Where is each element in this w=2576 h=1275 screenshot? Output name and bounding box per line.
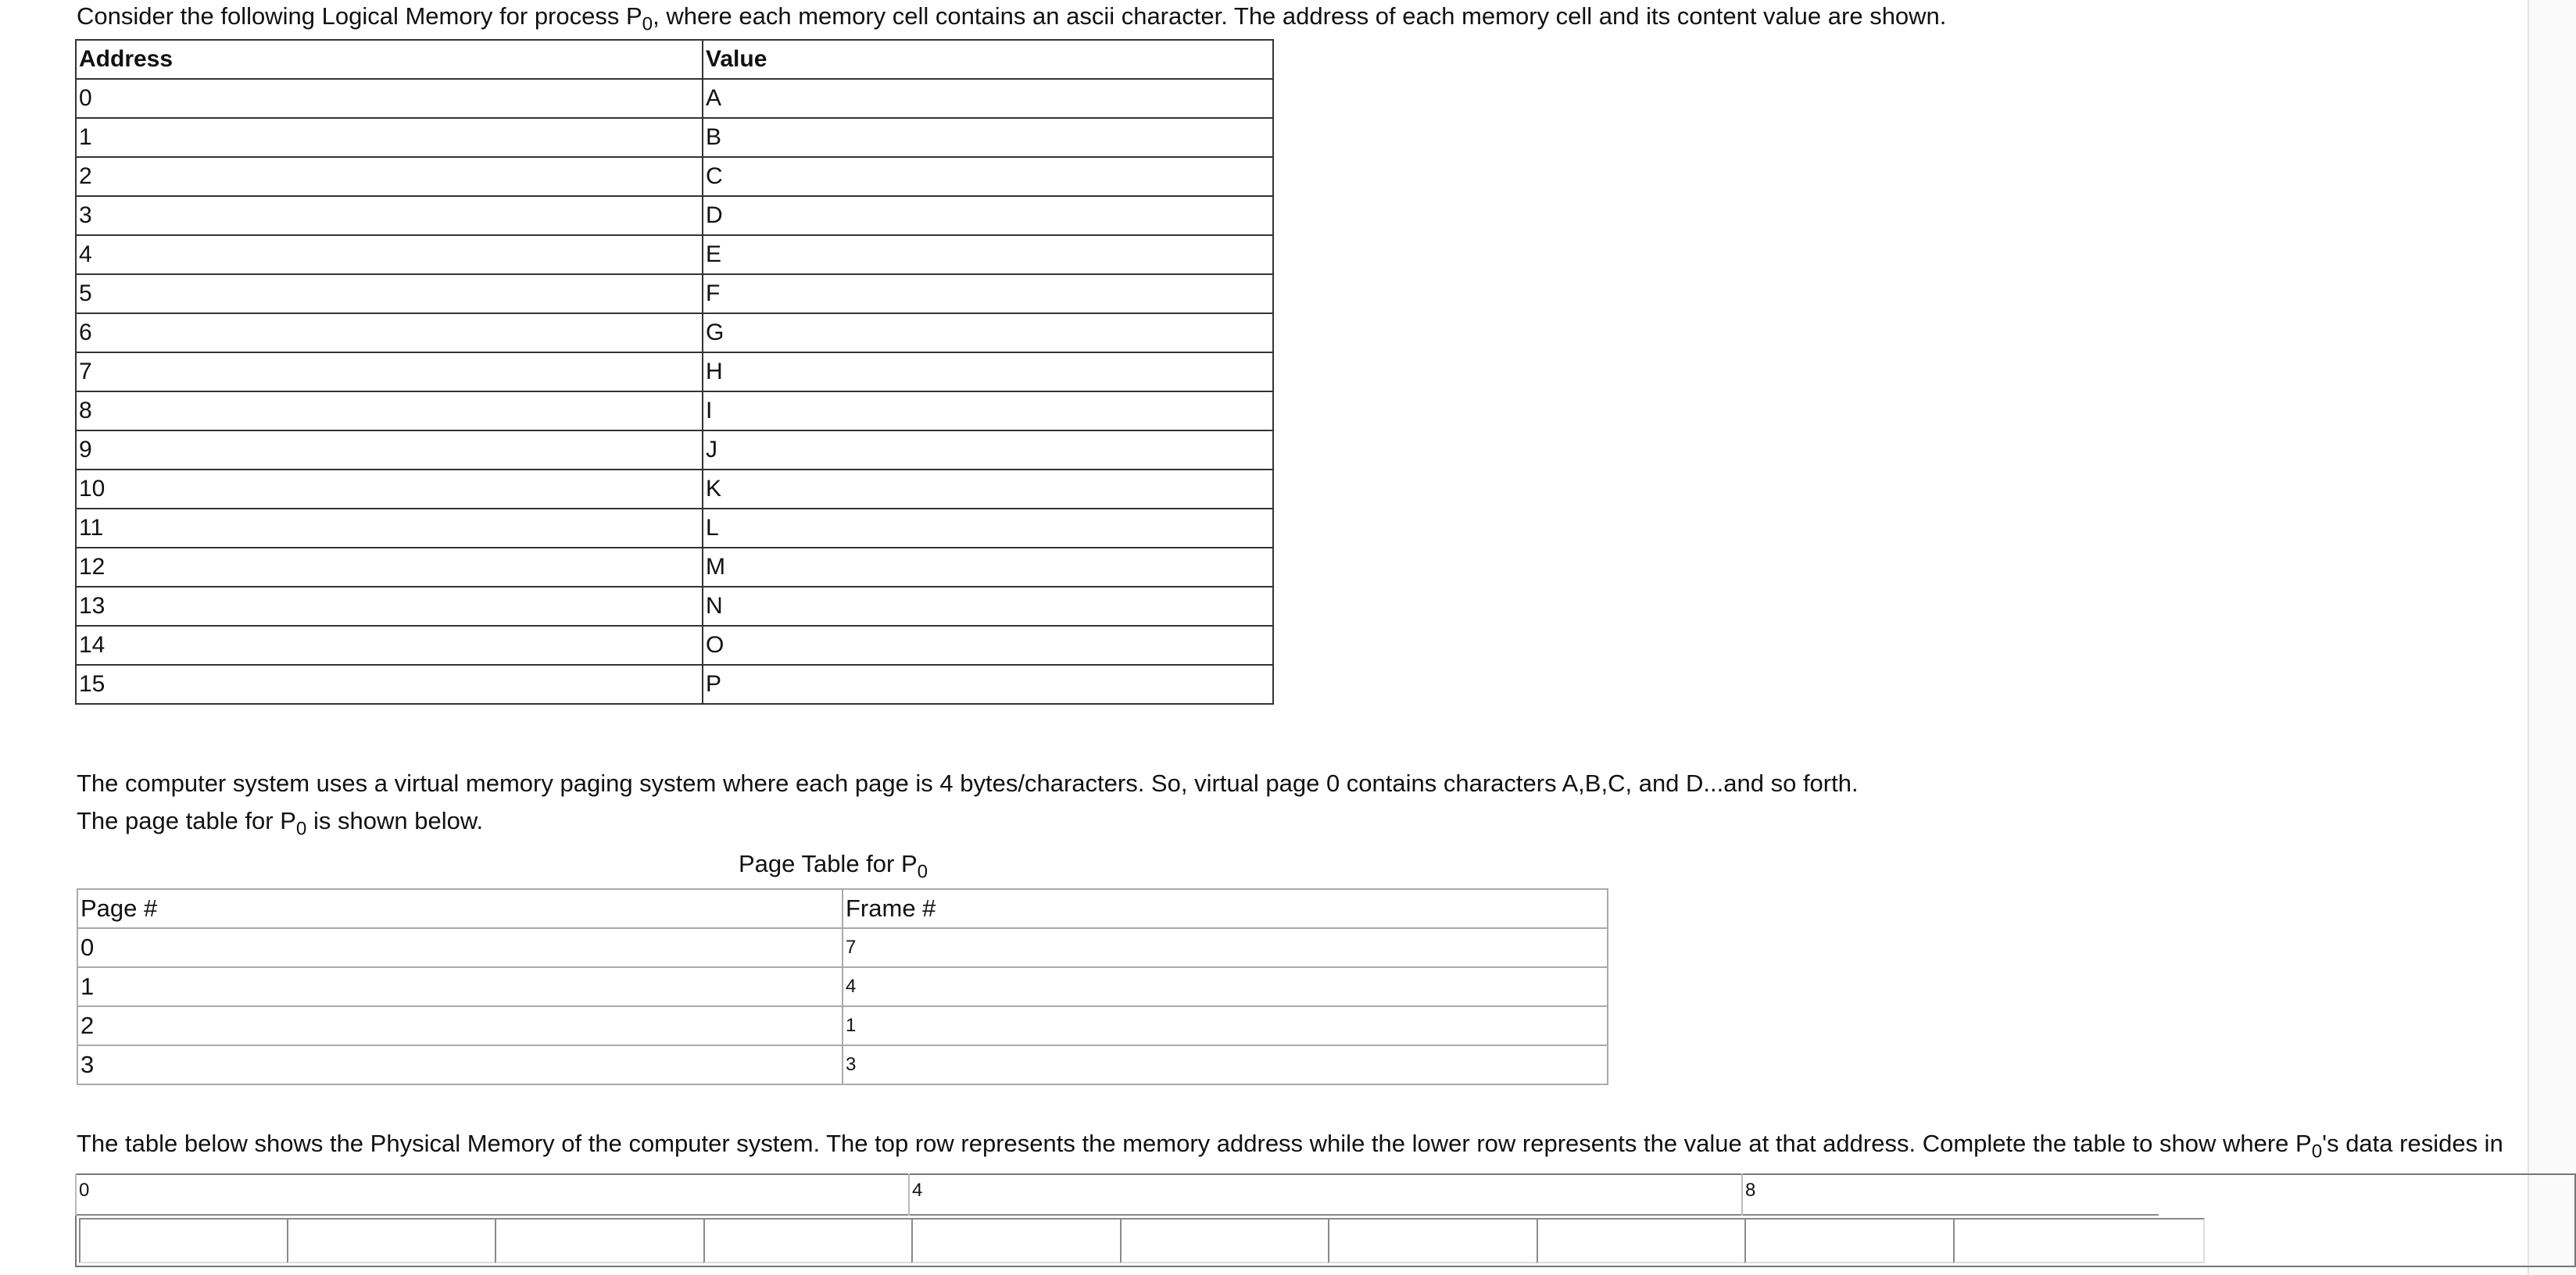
page-table	[77, 888, 1608, 1085]
table-row	[76, 313, 1273, 352]
value-cell: F	[703, 274, 1273, 313]
page-table-caption: Page Table for $P_0$	[739, 850, 928, 883]
address-cell: 8	[76, 391, 703, 430]
table-row	[76, 157, 1273, 196]
physical-memory-table	[75, 1173, 2576, 1267]
value-cell: A	[703, 79, 1273, 118]
value-cell: J	[703, 430, 1273, 470]
physical-memory-cell	[1742, 1215, 1951, 1266]
physical-memory-input[interactable]	[1953, 1218, 2205, 1263]
physical-memory-cell	[76, 1215, 284, 1266]
logical-memory-table	[75, 39, 1274, 705]
address-cell: 15	[76, 665, 703, 704]
physical-memory-cell	[909, 1215, 1118, 1266]
table-row	[76, 665, 1273, 704]
physical-memory-cell	[284, 1215, 493, 1266]
address-cell: 0	[76, 79, 703, 118]
value-cell: O	[703, 626, 1273, 665]
address-cell: 6	[76, 313, 703, 352]
value-cell: G	[703, 313, 1273, 352]
intro-text: Consider the following Logical Memory for process $P_0$, where each memory cell contains an ascii character. The address of each memory cell and its content value are shown.	[77, 2, 1947, 35]
table-row	[77, 1045, 1608, 1084]
frame-number-header: Frame #	[843, 889, 1608, 928]
value-column-header: Value	[703, 40, 1273, 79]
value-cell: P	[703, 665, 1273, 704]
physical-value-row	[76, 1215, 2575, 1266]
value-cell: K	[703, 470, 1273, 509]
value-cell: H	[703, 352, 1273, 391]
physical-memory-cell	[1118, 1215, 1326, 1266]
table-row	[76, 430, 1273, 470]
table-row	[76, 470, 1273, 509]
value-cell: N	[703, 587, 1273, 626]
physical-address-label: 8	[1742, 1174, 2575, 1215]
table-row	[77, 1006, 1608, 1045]
frame-number-cell: 4	[843, 967, 1608, 1006]
scrollbar-track[interactable]	[2528, 0, 2576, 1275]
page-number-header: Page #	[77, 889, 843, 928]
physical-memory-cell	[1326, 1215, 1534, 1266]
page-number-cell: 2	[77, 1006, 843, 1045]
table-row	[76, 79, 1273, 118]
address-cell: 12	[76, 548, 703, 587]
table-row	[76, 626, 1273, 665]
address-cell: 3	[76, 196, 703, 235]
logical-memory-header-row	[76, 40, 1273, 79]
page-number-cell: 1	[77, 967, 843, 1006]
page-number-cell: 0	[77, 928, 843, 967]
physical-memory-description: The table below shows the Physical Memory of the computer system. The top row represents the memory address while the lower row represents the value at that address. Complete the table to show where $P_0's$ data resides in	[77, 1130, 2503, 1162]
table-row	[76, 196, 1273, 235]
physical-memory-cell	[1951, 1215, 2159, 1266]
table-row	[76, 118, 1273, 157]
table-row	[77, 967, 1608, 1006]
address-cell: 9	[76, 430, 703, 470]
address-cell: 10	[76, 470, 703, 509]
table-row	[76, 548, 1273, 587]
table-row	[76, 274, 1273, 313]
physical-address-label: 0	[76, 1174, 909, 1215]
address-cell: 13	[76, 587, 703, 626]
value-cell: I	[703, 391, 1273, 430]
address-cell: 2	[76, 157, 703, 196]
frame-number-cell: 1	[843, 1006, 1608, 1045]
physical-memory-cell	[701, 1215, 910, 1266]
value-cell: D	[703, 196, 1273, 235]
address-cell: 1	[76, 118, 703, 157]
address-cell: 7	[76, 352, 703, 391]
address-cell: 5	[76, 274, 703, 313]
physical-memory-cell	[1534, 1215, 1743, 1266]
address-column-header: Address	[76, 40, 703, 79]
table-row	[76, 587, 1273, 626]
address-cell: 4	[76, 235, 703, 274]
value-cell: B	[703, 118, 1273, 157]
physical-address-label: 4	[909, 1174, 1742, 1215]
address-cell: 14	[76, 626, 703, 665]
value-cell: L	[703, 509, 1273, 548]
table-row	[76, 509, 1273, 548]
frame-number-cell: 7	[843, 928, 1608, 967]
table-row	[76, 235, 1273, 274]
page-table-header-row	[77, 889, 1608, 928]
page-table-intro: The page table for $P_0$ is shown below.	[77, 807, 484, 840]
page-number-cell: 3	[77, 1045, 843, 1084]
table-row	[76, 391, 1273, 430]
paging-description: The computer system uses a virtual memory paging system where each page is 4 bytes/characters. So, virtual page 0 contains characters A,B,C, and D...and so forth.	[77, 770, 1859, 797]
table-row	[77, 928, 1608, 967]
value-cell: E	[703, 235, 1273, 274]
physical-address-row	[76, 1174, 2575, 1215]
table-row	[76, 352, 1273, 391]
frame-number-cell: 3	[843, 1045, 1608, 1084]
value-cell: C	[703, 157, 1273, 196]
value-cell: M	[703, 548, 1273, 587]
address-cell: 11	[76, 509, 703, 548]
physical-memory-cell	[492, 1215, 701, 1266]
